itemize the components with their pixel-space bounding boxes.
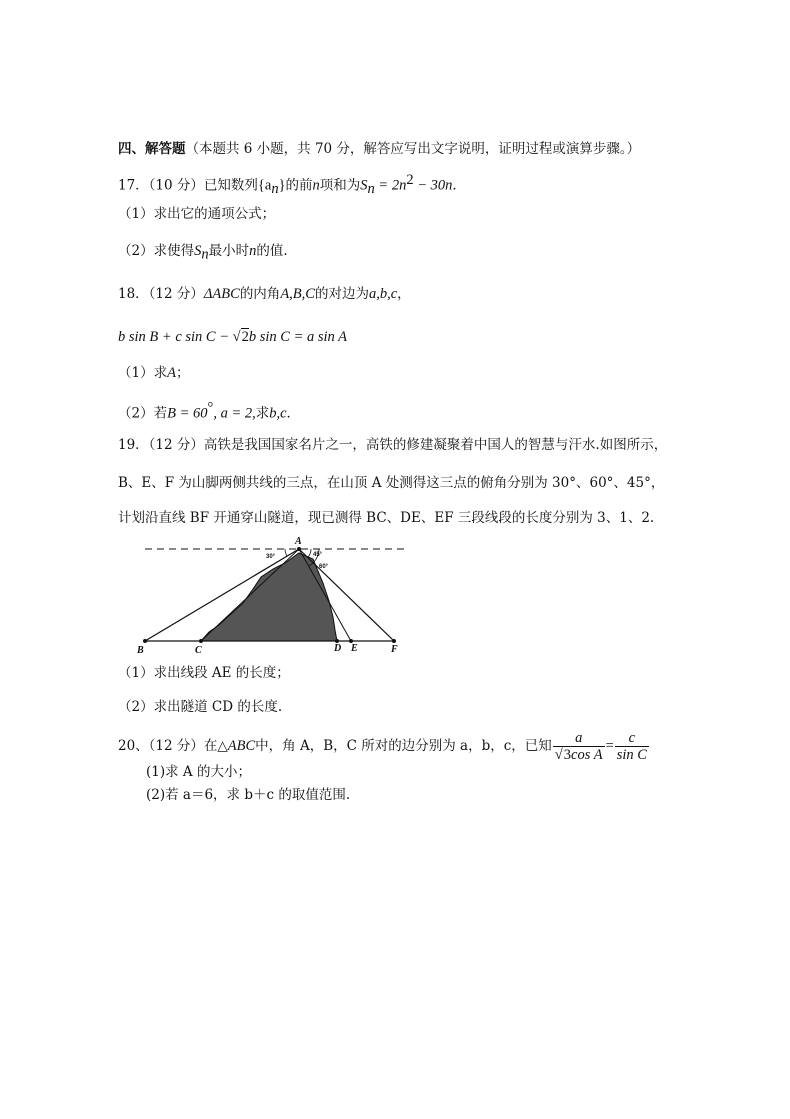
q17-seq-sub: n — [271, 181, 279, 198]
q17-p2-b: 最小时 — [208, 243, 250, 259]
q18-part1 — [118, 363, 189, 383]
q18-p2-eq2: , a = 2, — [213, 405, 256, 422]
q18-head: 18．（12 分） — [118, 286, 204, 302]
q20-f1-num: a — [553, 730, 605, 747]
point-A — [297, 547, 301, 551]
q17-p2-S: S — [194, 243, 202, 259]
label-angle-45: 45° — [313, 552, 323, 558]
q17-exp: 2 — [406, 172, 414, 188]
q20-part1: (1)求 A 的大小； — [146, 764, 251, 780]
q17-part2 — [118, 241, 288, 265]
q20-f2-den: sin C — [616, 747, 647, 763]
q18-t2: 的对边为 — [314, 286, 369, 302]
label-angle-30: 30° — [266, 554, 276, 560]
q18-p2-b: 求 — [255, 405, 270, 422]
section-heading-line — [118, 139, 640, 159]
label-angle-60: 60° — [319, 564, 329, 570]
q19-line1: 19．（12 分）高铁是我国国家名片之一，高铁的修建凝聚着中国人的智慧与汗水.如图所示， — [118, 437, 668, 453]
q20-stem — [118, 728, 650, 764]
q18-t1: 的内角 — [239, 286, 281, 302]
q17-S-sub: n — [367, 181, 375, 198]
q17-p2-c: 的值. — [256, 243, 288, 259]
q17-p2-sub: n — [201, 246, 209, 263]
q18-part2 — [118, 398, 300, 424]
q18-eq-a: b sin B + c sin C − — [118, 329, 233, 345]
q18-p1-a: （1）求 — [118, 365, 168, 381]
q18-sides: a,b,c — [368, 286, 398, 302]
q18-p2-c: ． — [286, 405, 301, 422]
q18-p2-bc: b,c — [269, 405, 287, 422]
q20-t1: 中，角 A，B，C 所对的边分别为 a，b，c，已知 — [255, 738, 552, 754]
arc-45 — [308, 549, 311, 557]
q20-f2-num: c — [615, 730, 649, 747]
q17-mid2: 项和为 — [319, 177, 361, 194]
point-B — [143, 639, 147, 643]
label-C: C — [195, 645, 202, 655]
label-B: B — [137, 645, 144, 655]
q19-line2: B、E、F 为山脚两侧共线的三点，在山顶 A 处测得这三点的俯角分别为 30°、60°、45°， — [118, 475, 665, 491]
point-F — [392, 639, 396, 643]
q20-fraction-2 — [615, 730, 649, 763]
section-heading: 四、解答题 — [118, 141, 186, 157]
q17-part1: （1）求出它的通项公式； — [118, 206, 276, 222]
q17-p2-n: n — [249, 243, 257, 259]
q18-p1-A: A — [167, 365, 176, 381]
q18-equation: b sin B + c sin C − √2b sin C = a sin A — [118, 329, 348, 345]
label-F: F — [391, 644, 398, 655]
q20-eq: = — [605, 738, 614, 754]
q18-eq-b: b sin C = a sin A — [248, 329, 348, 345]
q17-head: 17．（10 分）已知数列 — [118, 177, 258, 194]
q18-t3: ， — [397, 286, 411, 302]
q17-eq: = 2n — [374, 177, 407, 194]
q20-f1-den-sqrt: 3 — [563, 747, 572, 763]
q20-part2: (2)若 a＝6，求 b＋c 的取值范围. — [146, 787, 351, 803]
q18-p2-a: （2）若 — [118, 405, 168, 422]
q19-part1: （1）求出线段 AE 的长度； — [118, 665, 290, 681]
q18-tri: ΔABC — [203, 286, 240, 302]
q17-seq-close: } — [278, 177, 286, 194]
q20-fraction-1: $\frac{a}{\text{√3cos A}}$ — [554, 730, 603, 763]
q18-angles: A,B,C — [280, 286, 315, 302]
q19-part2: （2）求出隧道 CD 的长度. — [118, 699, 283, 715]
q18-p2-eq: B = 60 — [167, 405, 208, 422]
section-note: （本题共 6 小题，共 70 分，解答应写出文字说明，证明过程或演算步骤。） — [185, 141, 641, 157]
q18-p2-deg: ° — [207, 400, 214, 416]
q17-p2-a: （2）求使得 — [118, 243, 195, 259]
q20-head: 20、（12 分）在△ — [118, 738, 228, 754]
label-E: E — [351, 643, 358, 654]
q17-n: n — [312, 177, 320, 194]
q17-end: ． — [452, 177, 466, 194]
q17-mid: 的前 — [285, 177, 313, 194]
q20-f1-den-rest: cos A — [571, 747, 603, 763]
q20-tri: ABC — [227, 738, 256, 754]
q18-p1-b: ； — [175, 365, 190, 381]
q18-eq-sqrt: 2 — [241, 329, 249, 345]
arc-30 — [285, 549, 287, 556]
q17-seq: {a — [257, 177, 272, 194]
q17-eq2: − 30n — [413, 177, 453, 194]
q17-stem — [118, 170, 466, 199]
mountain-tunnel-figure — [135, 535, 410, 655]
point-C — [199, 639, 203, 643]
q17-S: S — [360, 177, 368, 194]
label-A: A — [295, 536, 302, 547]
q19-line3: 计划沿直线 BF 开通穿山隧道，现已测得 BC、DE、EF 三段线段的长度分别为 3、1、2. — [118, 510, 655, 526]
q18-stem — [118, 284, 411, 304]
label-D: D — [334, 643, 342, 654]
